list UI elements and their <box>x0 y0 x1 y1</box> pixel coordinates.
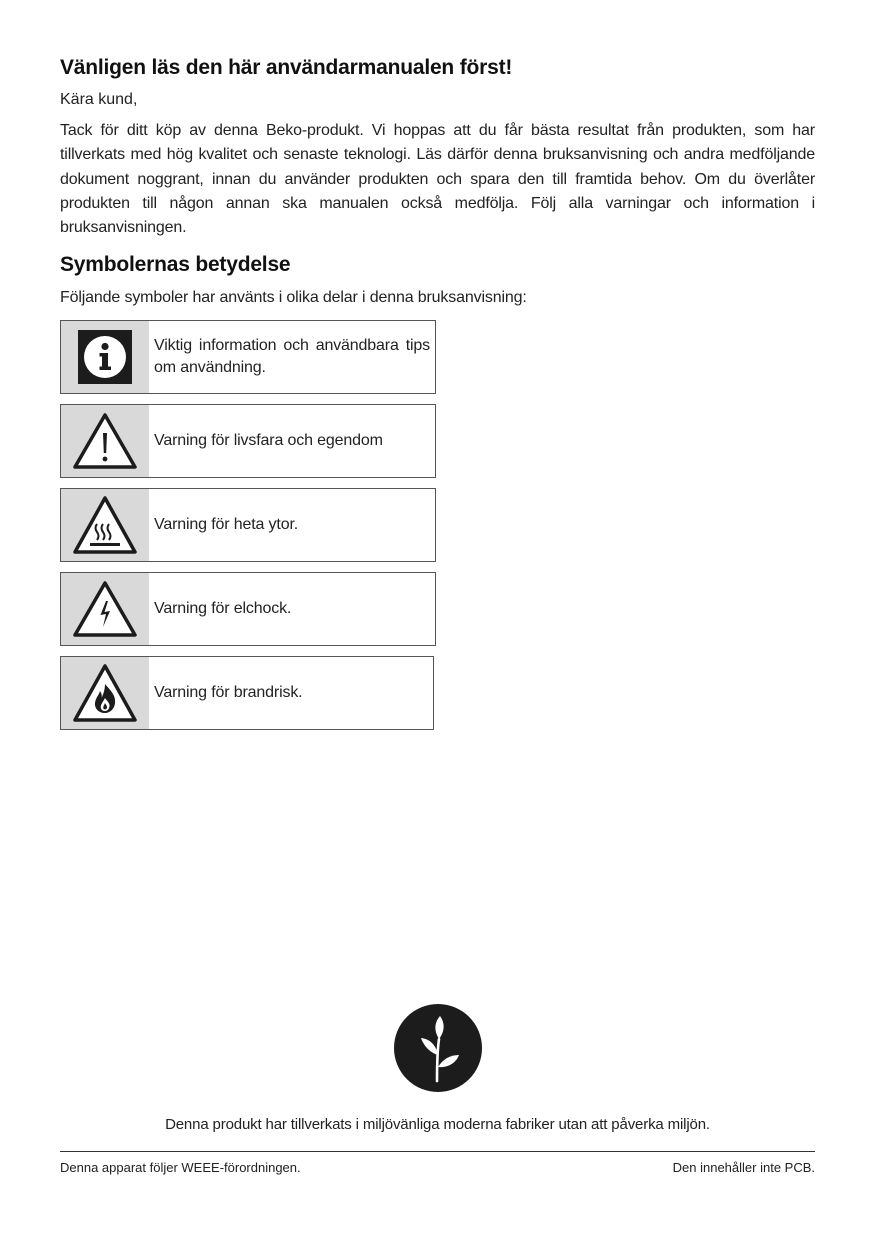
electric-shock-icon <box>61 573 149 645</box>
warning-icon <box>61 405 149 477</box>
fire-hazard-icon <box>61 657 149 729</box>
symbol-hot-surface-text: Varning för heta ytor. <box>154 516 299 533</box>
page-title: Vänligen läs den här användarmanualen först! <box>60 56 513 79</box>
symbol-info-text: Viktig information och användbara tips om användning. <box>154 337 430 376</box>
symbol-warning-box <box>60 404 436 478</box>
footer-divider <box>60 1151 815 1152</box>
symbol-warning-text: Varning för livsfara och egendom <box>154 432 383 449</box>
symbol-electric-shock-text: Varning för elchock. <box>154 600 292 617</box>
symbol-electric-shock-box <box>60 572 436 646</box>
symbol-hot-surface-box <box>60 488 436 562</box>
footer-pcb-note: Den innehåller inte PCB. <box>672 1160 815 1175</box>
info-icon <box>61 321 149 393</box>
symbols-intro: Följande symboler har använts i olika delar i denna bruksanvisning: <box>60 289 527 306</box>
greeting: Kära kund, <box>60 91 138 108</box>
eco-statement: Denna produkt har tillverkats i miljövänliga moderna fabriker utan att påverka miljön. <box>165 1116 710 1133</box>
symbol-fire-hazard-text: Varning för brandrisk. <box>154 684 303 701</box>
symbol-fire-hazard-box <box>60 656 434 730</box>
eco-leaf-icon <box>393 1003 483 1098</box>
hot-surface-icon <box>61 489 149 561</box>
symbols-heading: Symbolernas betydelse <box>60 253 291 276</box>
intro-paragraph: Tack för ditt köp av denna Beko-produkt. Vi hoppas att du får bästa resultat från produkten, som har tillverkats med hög kvalitet och senaste teknologi. Läs därför denna bruksanvisning och andra medföljande dokument noggrant, innan du använder produkten och spara den till framtida behov. Om du överlåter produkten till någon annan ska manualen också medfölja. Följ alla varningar och information i bruksanvisningen. <box>60 122 815 237</box>
symbol-info-box <box>60 320 436 394</box>
footer-weee-note: Denna apparat följer WEEE-förordningen. <box>60 1160 301 1175</box>
